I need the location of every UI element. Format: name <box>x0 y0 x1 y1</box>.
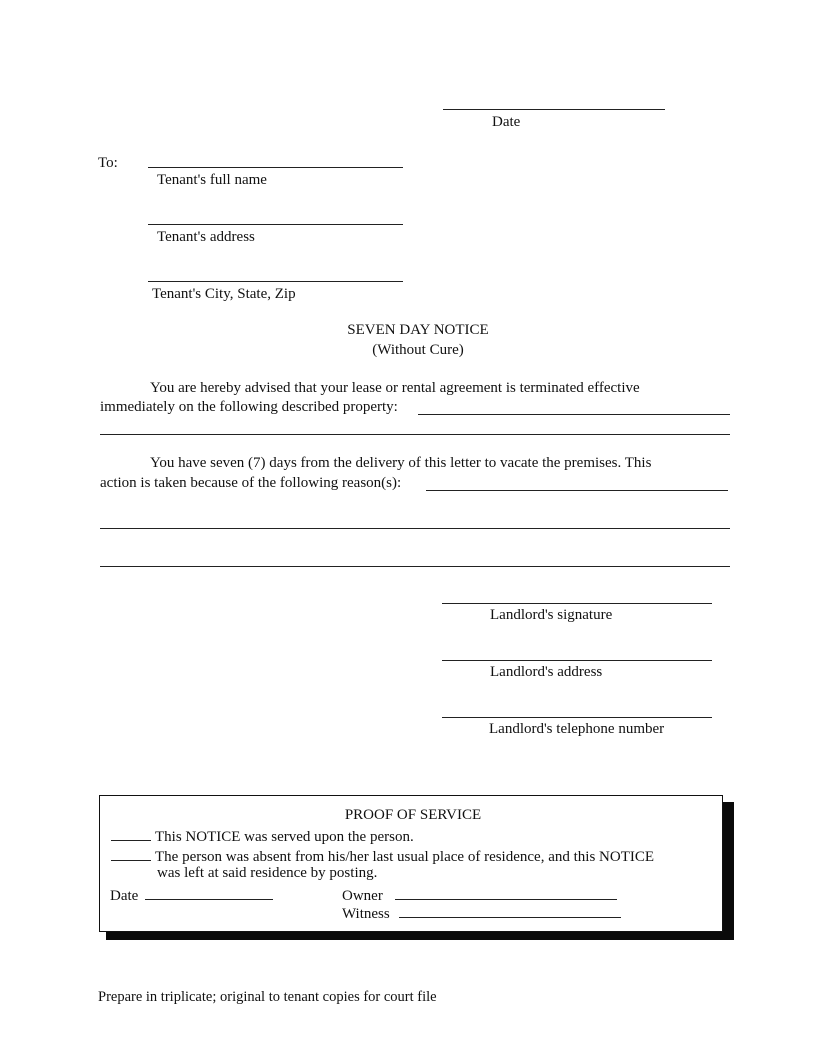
reason-line-3[interactable] <box>100 566 730 567</box>
tenant-address-label: Tenant's address <box>157 229 255 245</box>
proof-of-service-box <box>99 795 723 932</box>
paragraph2-line2: action is taken because of the following reason(s): <box>100 475 402 491</box>
notice-title: SEVEN DAY NOTICE <box>347 322 489 338</box>
landlord-phone-label: Landlord's telephone number <box>489 721 665 737</box>
proof-option1-checkline[interactable] <box>111 827 151 841</box>
proof-option2-text-line1: The person was absent from his/her last usual place of residence, and this NOTICE <box>155 849 655 865</box>
property-line-2[interactable] <box>100 434 730 435</box>
reason-line-1[interactable] <box>426 490 728 491</box>
proof-date-label: Date <box>110 888 139 904</box>
tenant-name-label: Tenant's full name <box>157 172 267 188</box>
paragraph1-line2: immediately on the following described property: <box>100 399 398 415</box>
proof-option2-checkline[interactable] <box>111 847 151 861</box>
proof-owner-label: Owner <box>342 888 383 904</box>
proof-owner-line[interactable] <box>395 885 617 900</box>
paragraph1-line1: You are hereby advised that your lease or rental agreement is terminated effective <box>150 380 640 396</box>
landlord-address-line[interactable] <box>442 660 712 661</box>
date-line[interactable] <box>443 109 665 110</box>
proof-date-line[interactable] <box>145 885 273 900</box>
landlord-address-label: Landlord's address <box>490 664 603 680</box>
proof-option1 <box>111 827 414 846</box>
landlord-phone-line[interactable] <box>442 717 712 718</box>
paragraph2-line1: You have seven (7) days from the delivery of this letter to vacate the premises. This <box>150 455 652 471</box>
tenant-address-line[interactable] <box>148 224 403 225</box>
proof-owner-row <box>342 885 617 905</box>
proof-option2-text-line2: was left at said residence by posting. <box>157 865 378 881</box>
reason-line-2[interactable] <box>100 528 730 529</box>
notice-subtitle: (Without Cure) <box>372 342 464 358</box>
property-line-1[interactable] <box>418 414 730 415</box>
proof-option2 <box>111 847 654 866</box>
proof-witness-line[interactable] <box>399 903 621 918</box>
to-label: To: <box>98 155 118 171</box>
landlord-signature-line[interactable] <box>442 603 712 604</box>
proof-option1-text: This NOTICE was served upon the person. <box>155 829 414 845</box>
proof-witness-row <box>342 903 621 923</box>
proof-witness-label: Witness <box>342 906 390 922</box>
tenant-city-label: Tenant's City, State, Zip <box>152 286 296 302</box>
date-label: Date <box>492 114 521 130</box>
footer-note: Prepare in triplicate; original to tenant copies for court file <box>98 989 437 1005</box>
tenant-city-line[interactable] <box>148 281 403 282</box>
proof-title: PROOF OF SERVICE <box>344 807 482 823</box>
tenant-name-line[interactable] <box>148 167 403 168</box>
landlord-signature-label: Landlord's signature <box>490 607 613 623</box>
proof-date-row <box>110 885 273 905</box>
